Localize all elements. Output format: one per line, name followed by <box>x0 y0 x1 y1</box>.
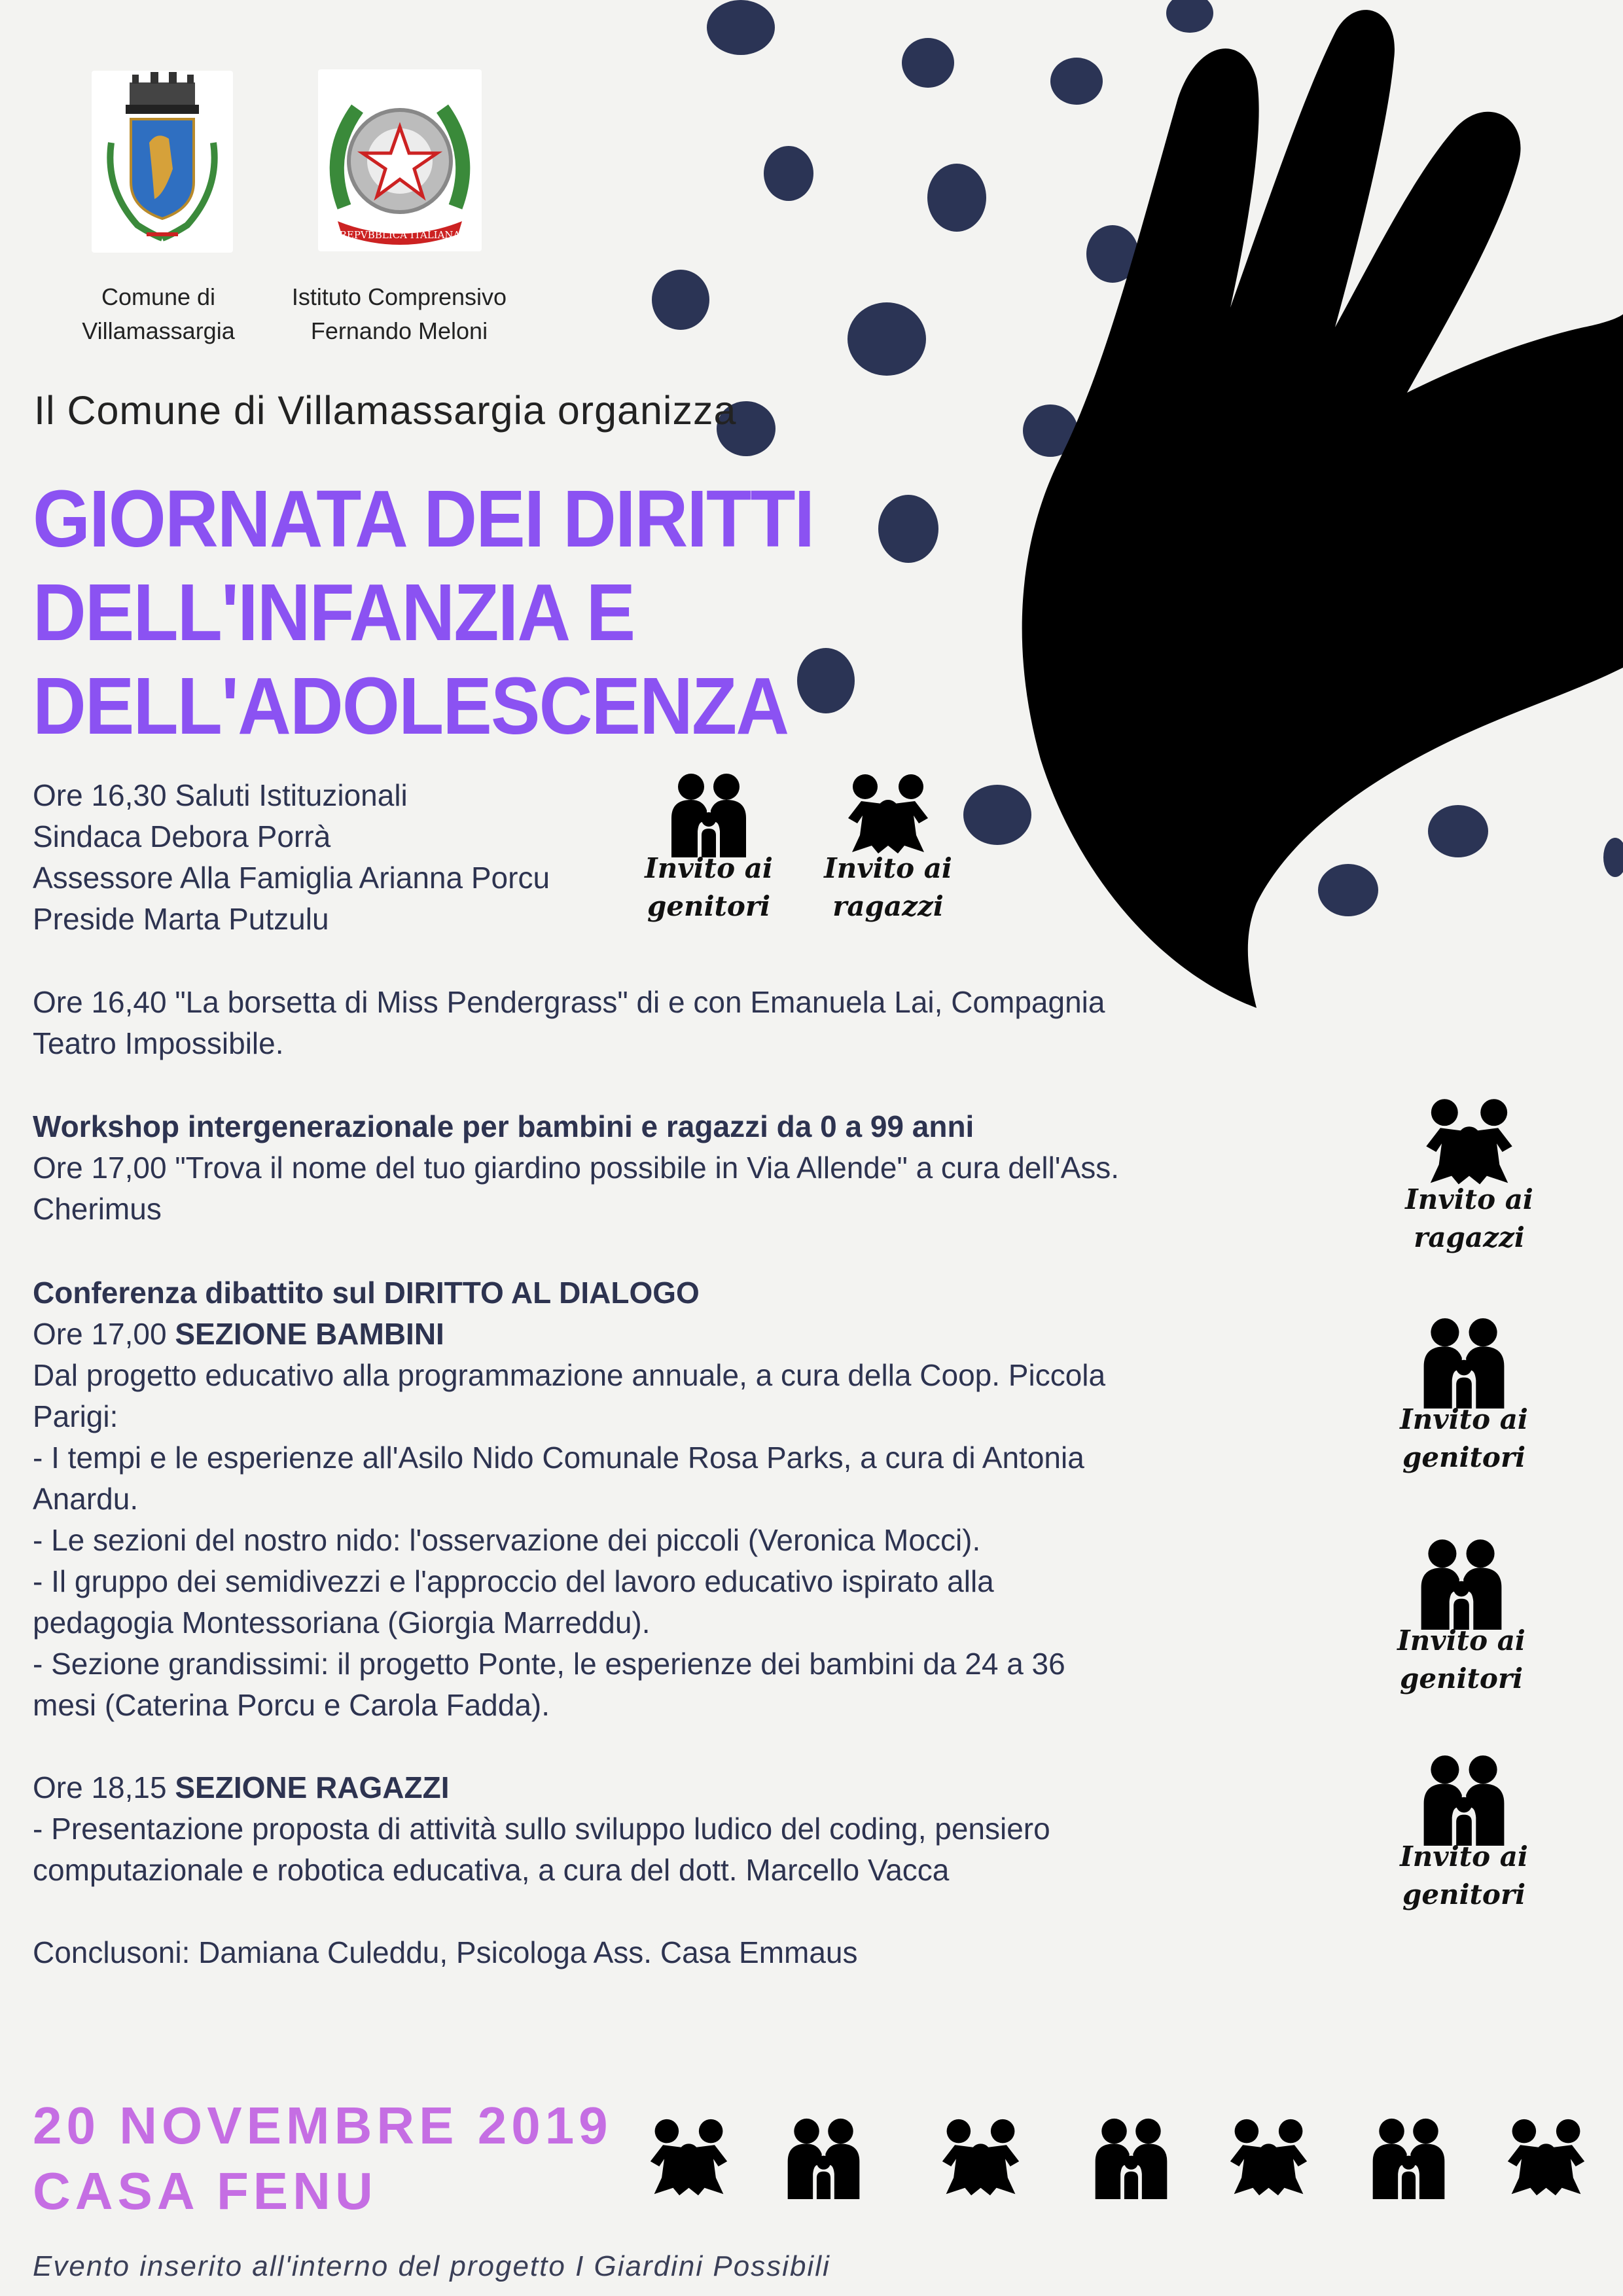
emblem-icon <box>318 69 482 251</box>
invite-genitori-badge-2 <box>1389 1317 1539 1477</box>
comune-caption <box>34 280 283 348</box>
conferenza-line: mesi (Caterina Porcu e Carola Fadda). <box>33 1688 550 1722</box>
istituto-emblem-logo <box>318 69 482 251</box>
hand-shape <box>1022 10 1623 1008</box>
conferenza-line: - Sezione grandissimi: il progetto Ponte, le esperienze dei bambini da 24 a 36 <box>33 1647 1065 1681</box>
invite-genitori-badge-1 <box>633 772 784 925</box>
title-line1: GIORNATA DEI DIRITTI <box>33 475 814 564</box>
kids-icon <box>1230 2119 1307 2195</box>
conferenza-lines <box>33 1355 1105 1726</box>
istituto-caption-line2: Fernando Meloni <box>310 317 488 344</box>
invite-genitori-badge-4 <box>1389 1754 1539 1914</box>
comune-caption-line2: Villamassargia <box>82 317 235 344</box>
family-icon <box>1416 1538 1507 1630</box>
title-line2: DELL'INFANZIA E <box>33 568 635 658</box>
spettacolo-line2: Teatro Impossibile. <box>33 1026 284 1060</box>
conclusioni-line: Conclusoni: Damiana Culeddu, Psicologa Ass. Casa Emmaus <box>33 1935 858 1969</box>
invite-ragazzi-label-1: Invito ai ragazzi <box>824 852 952 922</box>
event-place: CASA FENU <box>33 2162 378 2220</box>
invite-genitori-label-2: Invito ai genitori <box>1400 1403 1528 1473</box>
comune-caption-line1: Comune di <box>101 283 216 310</box>
comune-crest-logo <box>92 71 233 253</box>
ragazzi-line1: - Presentazione proposta di attività sullo sviluppo ludico del coding, pensiero <box>33 1812 1050 1846</box>
kids-icon <box>651 2119 727 2195</box>
conferenza-line: Parigi: <box>33 1399 118 1433</box>
crest-icon <box>92 71 233 253</box>
event-date: 20 NOVEMBRE 2019 <box>33 2096 613 2155</box>
invite-genitori-label-3: Invito ai genitori <box>1397 1624 1525 1695</box>
family-icon <box>1418 1317 1510 1408</box>
saluti-line2: Sindaca Debora Porrà <box>33 819 331 853</box>
invite-ragazzi-label-2: Invito ai ragazzi <box>1405 1183 1533 1253</box>
kids-icon <box>846 772 931 857</box>
conferenza-line: Anardu. <box>33 1482 139 1516</box>
page-title <box>33 473 1014 753</box>
sezione-ragazzi-title: SEZIONE RAGAZZI <box>175 1770 450 1804</box>
saluti-line4: Preside Marta Putzulu <box>33 902 329 936</box>
bottom-icon-row <box>648 2117 1597 2209</box>
saluti-line3: Assessore Alla Famiglia Arianna Porcu <box>33 861 550 895</box>
kids-icon <box>942 2119 1019 2195</box>
family-icon <box>666 772 751 857</box>
workshop-block <box>33 1106 1119 1230</box>
sezione-ragazzi-time: Ore 18,15 <box>33 1770 175 1804</box>
saluti-block <box>33 775 550 940</box>
seal-text: REPVBBLICA ITALIANA <box>339 229 461 241</box>
conferenza-line: - I tempi e le esperienze all'Asilo Nido Comunale Rosa Parks, a cura di Antonia <box>33 1441 1084 1475</box>
conferenza-line: - Le sezioni del nostro nido: l'osservazione dei piccoli (Veronica Mocci). <box>33 1523 981 1557</box>
spettacolo-line1: Ore 16,40 "La borsetta di Miss Pendergrass" di e con Emanuela Lai, Compagnia <box>33 985 1105 1019</box>
title-line3: DELL'ADOLESCENZA <box>33 662 789 751</box>
conferenza-line: pedagogia Montessoriana (Giorgia Marreddu). <box>33 1605 651 1640</box>
sezione-bambini-line <box>33 1314 1105 1355</box>
conferenza-heading: Conferenza dibattito sul DIRITTO AL DIALOGO <box>33 1276 700 1310</box>
invite-genitori-label-4: Invito ai genitori <box>1400 1840 1528 1910</box>
sezione-bambini-title: SEZIONE BAMBINI <box>175 1317 444 1351</box>
istituto-caption-line1: Istituto Comprensivo <box>291 283 507 310</box>
spettacolo-block <box>33 982 1105 1064</box>
sezione-ragazzi-line <box>33 1767 1105 1808</box>
workshop-line1: Ore 17,00 "Trova il nome del tuo giardino possibile in Via Allende" a cura dell'Ass. <box>33 1151 1120 1185</box>
family-icon <box>788 2119 860 2199</box>
workshop-heading: Workshop intergenerazionale per bambini e ragazzi da 0 a 99 anni <box>33 1109 974 1143</box>
family-icon <box>1373 2119 1445 2199</box>
family-icon <box>1418 1754 1510 1846</box>
kids-icon <box>1423 1097 1515 1189</box>
footer-note: Evento inserito all'interno del progetto I Giardini Possibili <box>33 2250 830 2282</box>
invite-genitori-label-1: Invito ai genitori <box>645 852 773 922</box>
conferenza-line: Dal progetto educativo alla programmazione annuale, a cura della Coop. Piccola <box>33 1358 1106 1392</box>
kids-icon <box>1508 2119 1584 2195</box>
conferenza-line: - Il gruppo dei semidivezzi e l'approccio del lavoro educativo ispirato alla <box>33 1564 994 1598</box>
invite-genitori-badge-3 <box>1386 1538 1537 1698</box>
istituto-caption <box>275 280 524 348</box>
invite-ragazzi-badge-1 <box>813 772 963 925</box>
family-icon <box>1096 2119 1168 2199</box>
ragazzi-line2: computazionale e robotica educativa, a cura del dott. Marcello Vacca <box>33 1853 950 1887</box>
intro-text: Il Comune di Villamassargia organizza <box>34 388 737 433</box>
conferenza-block <box>33 1272 1105 1973</box>
saluti-line1: Ore 16,30 Saluti Istituzionali <box>33 778 408 812</box>
workshop-line2: Cherimus <box>33 1192 162 1226</box>
invite-ragazzi-badge-2 <box>1394 1097 1544 1257</box>
sezione-bambini-time: Ore 17,00 <box>33 1317 175 1351</box>
event-date-place <box>33 2093 613 2224</box>
